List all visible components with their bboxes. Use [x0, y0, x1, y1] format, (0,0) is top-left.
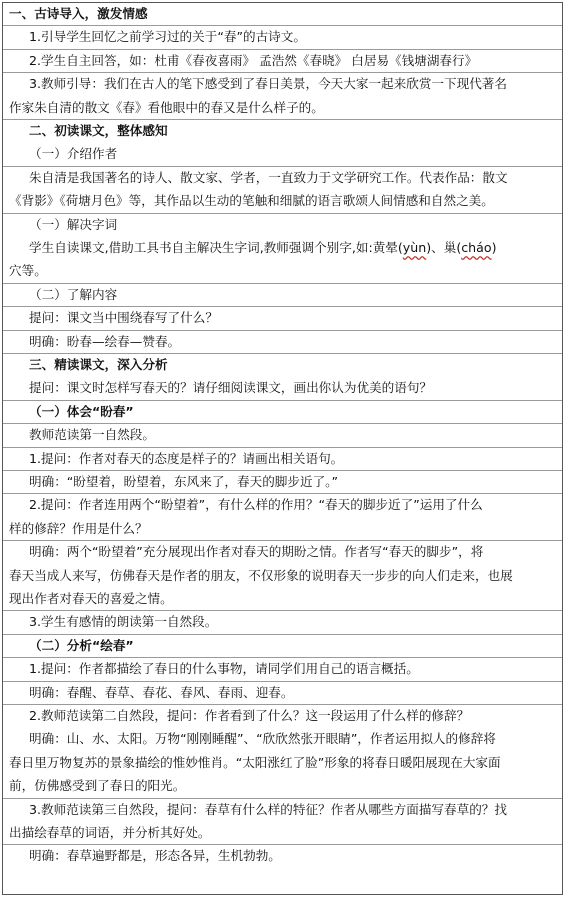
- text-line: 明确：春草遍野都是，形态各异，生机勃勃。: [29, 848, 281, 864]
- text-line: 作家朱自清的散文《春》看他眼中的春又是什么样子的。: [3, 97, 562, 120]
- text-line: 明确：两个“盼望着”充分展现出作者对春天的期盼之情。作者写“春天的脚步”，将: [29, 544, 484, 560]
- text-line: 1.引导学生回忆之前学习过的关于“春”的古诗文。: [3, 26, 562, 49]
- text-line: （一）解决字词: [29, 216, 118, 232]
- text-segment: )、巢(: [426, 240, 462, 255]
- text-line: （一）体会“盼春”: [3, 401, 562, 424]
- text-line: 明确：盼春—绘春—赞春。: [3, 331, 562, 354]
- text-line: （一）介绍作者: [3, 143, 562, 166]
- text-line: 2.教师范读第二自然段，提问：作者看到了什么？这一段运用了什么样的修辞？: [29, 708, 470, 723]
- text-line: 一、古诗导入，激发情感: [3, 3, 562, 26]
- text-line: 2.提问：作者连用两个“盼望着”，有什么样的作用？“春天的脚步近了”运用了什么: [29, 497, 483, 513]
- text-line: [3, 237, 562, 260]
- text-line: 春天当成人来写，仿佛春天是作者的朋友，不仅形象的说明春天一步步的向人们走来，也展: [9, 567, 513, 583]
- text-line: 2.学生自主回答，如：杜甫《春夜喜雨》 孟浩然《春晓》 白居易《钱塘湖春行》: [3, 50, 562, 73]
- text-line: 现出作者对春天的喜爱之情。: [3, 588, 562, 611]
- text-line: 3.教师范读第三自然段，提问：春草有什么样的特征？作者从哪些方面描写春草的？找: [29, 801, 507, 817]
- text-segment: ): [491, 240, 497, 255]
- text-line: 明确：“盼望着，盼望着，东风来了，春天的脚步近了。”: [3, 471, 562, 494]
- text-line: 前，仿佛感受到了春日的阳光。: [3, 775, 562, 798]
- text-line: 3.学生有感情的朗读第一自然段。: [3, 611, 562, 634]
- text-line: 穴等。: [3, 260, 562, 283]
- text-line: （二）分析“绘春”: [3, 635, 562, 658]
- text-line: 1.提问：作者都描绘了春日的什么事物，请同学们用自己的语言概括。: [3, 658, 562, 681]
- text-line: 明确：山、水、太阳。万物“刚刚睡醒”、“欣欣然张开眼睛”，作者运用拟人的修辞将: [29, 731, 496, 747]
- text-line: 二、初读课文，整体感知: [29, 123, 168, 138]
- text-line: 《背影》《荷塘月色》等，其作品以生动的笔触和细腻的语言歌颂人间情感和自然之美。: [3, 190, 562, 213]
- text-line: 提问：课文当中围绕春写了什么？: [3, 307, 562, 330]
- text-line: 样的修辞？作用是什么？: [3, 518, 562, 541]
- text-line: 朱自清是我国著名的诗人、散文家、学者，一直致力于文学研究工作。代表作品：散文: [29, 169, 508, 185]
- text-line: 明确：春醒、春草、春花、春风、春雨、迎春。: [3, 682, 562, 705]
- text-line: 春日里万物复苏的景象描绘的惟妙惟肖。“太阳涨红了脸”形象的将春日暖阳展现在大家面: [9, 754, 501, 770]
- pinyin-annotation: cháo: [461, 240, 492, 255]
- text-line: 三、精读课文，深入分析: [29, 357, 168, 372]
- text-line: 出描绘春草的词语，并分析其好处。: [3, 822, 562, 845]
- pinyin-annotation: yùn: [402, 240, 427, 255]
- text-segment: 学生自读课文,借助工具书自主解决生字词,教师强调个别字,如:黄晕(: [29, 240, 403, 255]
- lesson-plan-document: [2, 2, 563, 895]
- text-line: 3.教师引导：我们在古人的笔下感受到了春日美景，今天大家一起来欣赏一下现代著名: [29, 76, 507, 92]
- text-line: 1.提问：作者对春天的态度是样子的？请画出相关语句。: [3, 448, 562, 471]
- text-line: 提问：课文时怎样写春天的？请仔细阅读课文，画出你认为优美的语句？: [3, 377, 562, 400]
- text-line: （二）了解内容: [3, 284, 562, 307]
- text-line: 教师范读第一自然段。: [3, 424, 562, 447]
